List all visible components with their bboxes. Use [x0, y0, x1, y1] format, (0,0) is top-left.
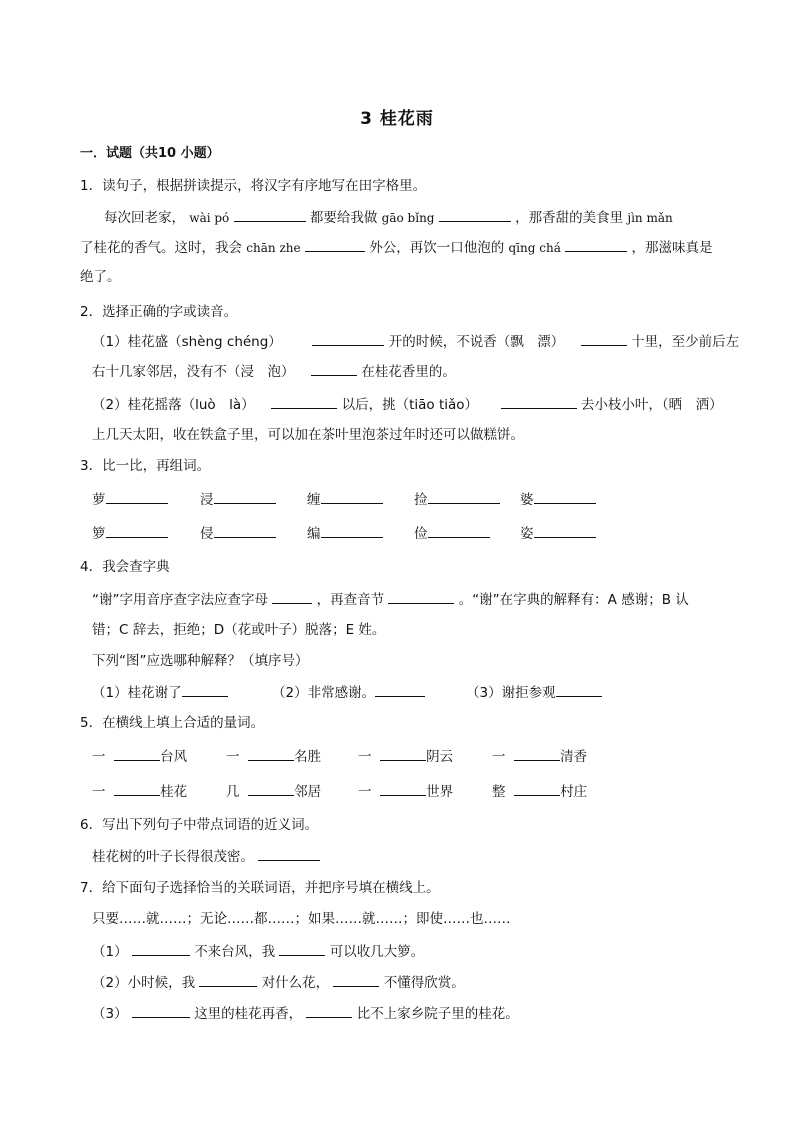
char-compare-item: 捡: [414, 489, 500, 510]
q1-text: 了桂花的香气。这时，我会: [80, 240, 242, 256]
pinyin-hint: jìn mǎn: [627, 211, 673, 225]
char-compare-item: 缠: [307, 489, 383, 510]
answer-blank[interactable]: [248, 746, 294, 761]
answer-blank[interactable]: [258, 846, 320, 861]
answer-blank[interactable]: [272, 589, 312, 604]
measure-word-item: 一 世界: [358, 781, 453, 802]
q2-text: 开的时候，不说香（飘 漂）: [388, 334, 565, 350]
question-5-prompt: 5．在横线上填上合适的量词。: [80, 715, 265, 731]
q1-text: 都要给我做: [309, 210, 378, 226]
answer-blank[interactable]: [106, 489, 168, 504]
char-compare-item: 浸: [200, 489, 276, 510]
question-4-line-3: 下列“图”应选哪种解释？（填序号）: [92, 653, 309, 669]
answer-blank[interactable]: [132, 1003, 190, 1018]
q7-text: 可以收几大箩。: [329, 944, 425, 960]
answer-blank[interactable]: [114, 781, 160, 796]
answer-blank[interactable]: [234, 207, 306, 222]
question-7-sentence-1: [92, 941, 424, 962]
measure-word-item: 整 村庄: [492, 781, 587, 802]
answer-blank[interactable]: [534, 489, 596, 504]
pinyin-hint: wài pó: [189, 211, 230, 225]
question-7-sentence-2: [92, 972, 465, 993]
question-4-prompt: 4．我会查字典: [80, 559, 170, 575]
measure-word-item: 一 阴云: [358, 746, 453, 767]
answer-blank[interactable]: [305, 237, 365, 252]
question-2-part-2-line-2: 上几天太阳，收在铁盒子里，可以加在茶叶里泡茶过年时还可以做糕饼。: [92, 427, 524, 443]
answer-blank[interactable]: [581, 331, 627, 346]
q7-text: 不来台风，我: [194, 944, 276, 960]
answer-blank[interactable]: [514, 746, 560, 761]
answer-blank[interactable]: [279, 941, 325, 956]
question-7-sentence-3: [92, 1003, 519, 1024]
q2-text: 右十几家邻居，没有不（浸 泡）: [92, 364, 295, 380]
q2-text: 在桂花香里的。: [361, 364, 456, 380]
q4-text: “谢”字用音序查字法应查字母: [92, 592, 268, 608]
answer-blank[interactable]: [375, 682, 425, 697]
char-compare-item: 编: [307, 523, 383, 544]
answer-blank[interactable]: [428, 489, 500, 504]
answer-blank[interactable]: [534, 523, 596, 538]
answer-blank[interactable]: [333, 972, 379, 987]
question-7-options: 只要……就……；无论……都……；如果……就……；即使……也……: [92, 911, 511, 927]
answer-blank[interactable]: [565, 237, 627, 252]
pinyin-hint: gāo bǐng: [381, 211, 435, 225]
char-compare-item: 姿: [520, 523, 596, 544]
answer-blank[interactable]: [311, 361, 357, 376]
measure-word-item: 几 邻居: [226, 781, 321, 802]
q1-text: 每次回老家，: [104, 210, 185, 226]
answer-blank[interactable]: [556, 682, 602, 697]
answer-blank[interactable]: [271, 394, 337, 409]
q7-text: 对什么花，: [261, 975, 330, 991]
answer-blank[interactable]: [214, 489, 276, 504]
page-title: 3 桂花雨: [360, 109, 434, 129]
measure-word-item: 一 清香: [492, 746, 587, 767]
question-4-option-3: （3）谢拒参观: [466, 682, 602, 703]
q4-text: 。“谢”在字典的解释有：A 感谢；B 认: [458, 592, 689, 608]
answer-blank[interactable]: [501, 394, 577, 409]
char-compare-item: 侵: [200, 523, 276, 544]
question-2-part-1-line-1: [92, 331, 739, 352]
question-1-line-1: [104, 207, 673, 228]
q2-text: 去小枝小叶，（晒 洒）: [580, 397, 723, 413]
char-compare-item: 俭: [414, 523, 490, 544]
q6-text: 桂花树的叶子长得很茂密。: [92, 849, 254, 865]
q4-text: ，再查音节: [316, 592, 385, 608]
answer-blank[interactable]: [114, 746, 160, 761]
question-7-prompt: 7．给下面句子选择恰当的关联词语，并把序号填在横线上。: [80, 880, 440, 896]
q7-text: （2）小时候，我: [92, 975, 196, 991]
q7-text: 不懂得欣赏。: [383, 975, 465, 991]
q2-text: 十里，至少前后左: [631, 334, 740, 350]
answer-blank[interactable]: [312, 331, 384, 346]
measure-word-item: 一 桂花: [92, 781, 187, 802]
answer-blank[interactable]: [380, 746, 426, 761]
pinyin-hint: qīng chá: [508, 241, 561, 255]
answer-blank[interactable]: [306, 1003, 352, 1018]
answer-blank[interactable]: [388, 589, 454, 604]
q2-text: 以后，挑（tiāo tiǎo）: [341, 397, 479, 413]
q2-text: （1）桂花盛（shèng chéng）: [92, 334, 282, 350]
q1-text: ，那香甜的美食里: [515, 210, 624, 226]
question-3-prompt: 3．比一比，再组词。: [80, 458, 211, 474]
char-compare-item: 箩: [92, 523, 168, 544]
answer-blank[interactable]: [132, 941, 190, 956]
answer-blank[interactable]: [182, 682, 228, 697]
answer-blank[interactable]: [514, 781, 560, 796]
question-4-line-2: 错；C 辞去，拒绝；D（花或叶子）脱落；E 姓。: [92, 622, 386, 638]
answer-blank[interactable]: [106, 523, 168, 538]
char-compare-item: 萝: [92, 489, 168, 510]
question-1-line-2: [80, 237, 712, 258]
answer-blank[interactable]: [248, 781, 294, 796]
answer-blank[interactable]: [214, 523, 276, 538]
q7-text: 这里的桂花再香，: [194, 1006, 303, 1022]
measure-word-item: 一 台风: [92, 746, 187, 767]
q7-text: （1）: [92, 944, 128, 960]
answer-blank[interactable]: [321, 489, 383, 504]
question-2-prompt: 2．选择正确的字或读音。: [80, 304, 238, 320]
q7-text: （3）: [92, 1006, 128, 1022]
q2-text: （2）桂花摇落（luò là）: [92, 397, 255, 413]
question-2-part-1-line-2: [92, 361, 456, 382]
section-header: 一．试题（共10 小题）: [80, 146, 220, 161]
question-1-line-3: 绝了。: [80, 269, 121, 285]
q1-text: 外公，再饮一口他泡的: [369, 240, 505, 256]
question-4-option-1: （1）桂花谢了: [92, 682, 228, 703]
answer-blank[interactable]: [380, 781, 426, 796]
question-1-prompt: 1．读句子，根据拼读提示，将汉字有序地写在田字格里。: [80, 178, 427, 194]
q1-text: ，那滋味真是: [631, 240, 713, 256]
measure-word-item: 一 名胜: [226, 746, 321, 767]
answer-blank[interactable]: [199, 972, 257, 987]
q7-text: 比不上家乡院子里的桂花。: [356, 1006, 519, 1022]
answer-blank[interactable]: [428, 523, 490, 538]
question-4-line-1: [92, 589, 689, 610]
question-6-sentence: [92, 846, 320, 867]
answer-blank[interactable]: [321, 523, 383, 538]
char-compare-item: 婆: [520, 489, 596, 510]
question-2-part-2-line-1: [92, 394, 723, 415]
answer-blank[interactable]: [439, 207, 511, 222]
question-6-prompt: 6．写出下列句子中带点词语的近义词。: [80, 817, 319, 833]
question-4-option-2: （2）非常感谢。: [272, 682, 425, 703]
pinyin-hint: chān zhe: [246, 241, 301, 255]
